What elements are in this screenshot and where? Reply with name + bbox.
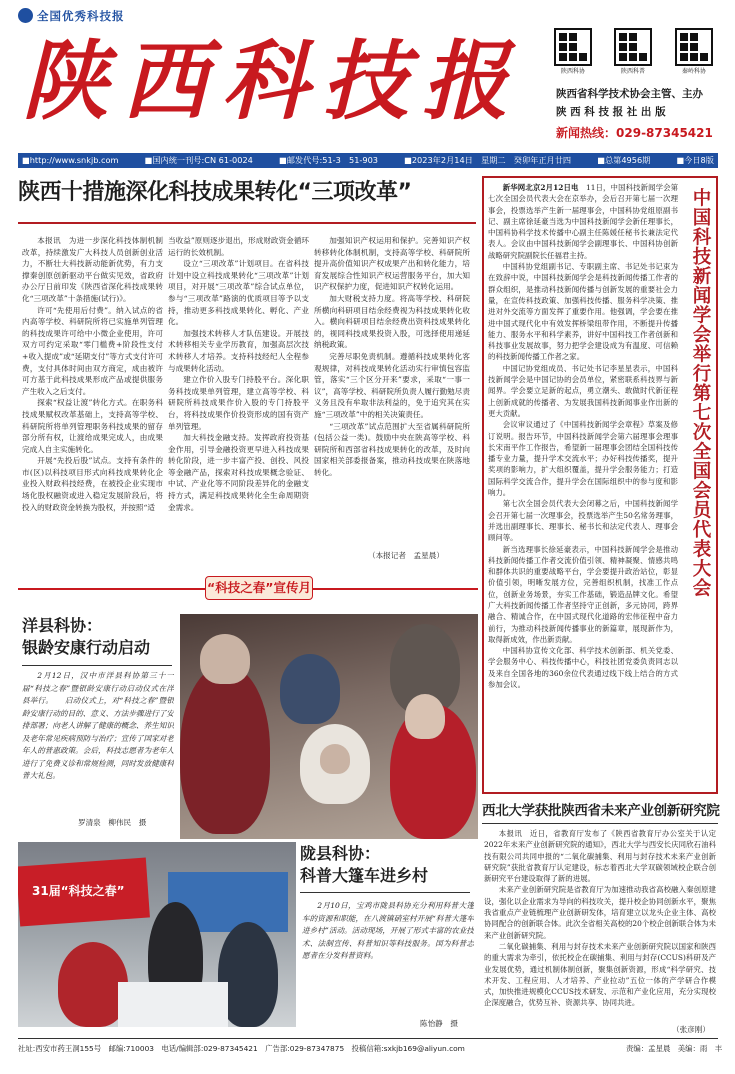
info-pages: ■今日8版 bbox=[676, 155, 714, 165]
side-para: 中国科协党组副书记、专职副主席、书记处书记束为在致辞中说，中国科技新闻学会是科技新闻传播工作者的群众组织，是推动科技新闻传播与创新发展的重要社会力量，在宣传科技政策、加强科技传播、服务科学决策、推进对外交流等方面发挥了重要作用。他强调，学会要在推进中国式现代化中有效发挥桥梁纽带作用，不断提升传播能力、服务水平和科学素养，讲好中国科技工作者创新和科技事业发展故事，努力把学会建设成为有温度、可信赖的科技新闻传播工作者之家。 bbox=[488, 262, 678, 362]
sponsor-line-2: 陕 西 科 技 报 社 出 版 bbox=[556, 106, 666, 118]
lead-headline-underline bbox=[18, 222, 476, 224]
spring-banner-line-right bbox=[310, 588, 478, 590]
side-para: 新当选理事长徐延豪表示，中国科技新闻学会是推动科技新闻传播工作者交流价值引领、精神凝聚、情感共鸣和群体共识的重要战略平台，学会要提升政治站位，彰显价值引领，明晰发展方位，完善组织机制，找准工作点位，创新业务场景，夯实工作基础，锻造品牌文化。希望广大科技新闻传播工作者坚持守正创新，多元协同，跨界融合、精诚合作，在中国式现代化道路的宏伟征程中奋力前行，为推动科技新闻传播事业的新篇章，展现新作为，取得新成效，作出新贡献。 bbox=[488, 544, 678, 644]
nwu-headline: 西北大学获批陕西省未来产业创新研究院 bbox=[482, 803, 720, 819]
qr-code-1[interactable] bbox=[554, 28, 592, 75]
qr-label-2: 陕西科普 bbox=[620, 68, 645, 75]
lead-para: 探索“权益让渡”转化方式。在职务科技成果赋权改革基础上，支持高等学校、科研院所将单列管理职务科技成果的留存部分所有权，让渡给成果完成人，由成果完成人自主实施转化。 bbox=[22, 398, 163, 454]
lead-headline: 陕西十措施深化科技成果转化“三项改革” bbox=[18, 180, 412, 205]
side-dateline: 新华网北京2月12日电 bbox=[502, 183, 579, 192]
lead-para: 加强技术转移人才队伍建设。开展技术转移相关专业学历教育，加强高层次技术转移人才培养。支持科技经纪人全程参与成果转化活动。 bbox=[168, 328, 309, 373]
side-para bbox=[488, 182, 678, 261]
story2-title-rule bbox=[300, 892, 470, 893]
lead-para: 设立“三项改革”计划项目。在省科技计划中设立科技成果转化“三项改革”计划项目，对开展“三项改革”综合试点单位，参与“三项改革”路演的优质项目等予以支持，推动更多科技成果转化、孵化、产业化。 bbox=[168, 259, 309, 327]
spring-banner-line-left bbox=[18, 588, 208, 590]
lead-para: 本报讯 为进一步深化科技体制机制改革，持续激发广大科技人员创新创业活力，不断壮大科技新动能新优势，有力支撑秦创原创新驱动平台做实见效，省政府办公厅日前印发《陕西省深化科技成果转化“三项改革”十条措施(试行)》。 bbox=[22, 236, 163, 303]
info-website[interactable]: ■http://www.snkjb.com bbox=[22, 155, 119, 165]
qr-code-2[interactable] bbox=[614, 28, 652, 75]
side-headline: 中国科技新闻学会举行第七次全国会员代表大会 bbox=[690, 188, 711, 598]
lead-para: 加大科技金融支持。发挥政府投资基金作用，引导金融投资更早进入科技成果转化阶段，进一步丰富产投、创投、风投等金融产品，探索对科技成果概念验证、中试、产业化等不同阶段差异化的金融支持方式，满足科技成果转化全生命周期资金需求。 bbox=[168, 433, 309, 512]
story1-title-rule bbox=[22, 665, 172, 666]
nwu-para: 本报讯 近日，省教育厅发布了《陕西省教育厅办公室关于认定2022年未来产业创新研究院的通知》，西北大学与西安长庆同欣石油科技有限公司共同申报的“二氧化碳捕集、利用与封存技术未来产业创新研究院”获批省教育厅认定建设，标志着西北大学双碳领域校企联合创新研究平台建设取得了新的进展。 bbox=[484, 829, 716, 884]
lead-para: 建立作价入股专门持股平台。深化职务科技成果单列管理，建立高等学校、科研院所科技成果作价入股的专门持股平台，将科技成果作价投资形成的国有资产单列管理。 bbox=[168, 375, 309, 431]
story1-panel bbox=[18, 610, 178, 830]
nwu-headline-rule bbox=[482, 823, 718, 824]
lead-column-2 bbox=[168, 235, 309, 565]
info-postal-code: ■邮发代号:51-3 51-903 bbox=[278, 155, 378, 165]
hotline-label: 新闻热线： bbox=[556, 126, 617, 140]
nwu-para: 未来产业创新研究院是省教育厅为加速推动我省高校融入秦创原建设，强化以企业需求为导向的科技攻关，提升校企协同创新水平，聚焦我省重点产业链梳理产业创新研发体，培育建立以龙头企业主体、高校协同配合的创新联合体。此次全省相关高校的20个校企创新联合体为未来产业创新研究院。 bbox=[484, 885, 716, 940]
info-bar bbox=[18, 153, 718, 168]
side-lead: 11日，中国科技新闻学会第七次全国会员代表大会在京举办，会后召开第七届一次理事会，投票选举产生新一届理事会，中国科协党组原副书记、副主席徐延豪当选为中国科技新闻学会新任理事长，中国科协科学技术传播中心副主任陈媛任秘书长兼法定代表人。会议由中国科技新闻学会副理事长、中国科协创新战略研究院副院长任福君主持。 bbox=[488, 183, 678, 260]
lead-para: 加大财税支持力度。将高等学校、科研院所横向科研项目结余经费视为科技成果转化收入。横向科研项目结余经费出资科技成果转化的，视同科技成果投资入股，可选择使用递延纳税政策。 bbox=[314, 293, 470, 350]
footer-address: 社址:西安市药王洞155号 邮编:710003 电话/编辑部:029-87345421 广告部:029-87347875 投稿信箱:sxkjb169@aliyun.com bbox=[18, 1044, 465, 1053]
nwu-body bbox=[484, 828, 716, 1035]
hotline-number: 029-87345421 bbox=[616, 126, 713, 140]
nwu-para: 二氧化碳捕集、利用与封存技术未来产业创新研究院以国家和陕西的重大需求为牵引，依托校企在碳捕集、利用与封存(CCUS)科研及产业发展优势，通过机制体制创新，聚集创新资源，形成“科学研究、技术开发、工程应用、人才培养、产业拉动”五位一体的产学研合作模式，加快推进规模化CCUS技术研发、示范和产业化应用，充分实现校企深度融合，优势互补、资源共享、协同共进。 bbox=[484, 941, 716, 1008]
story2-byline: 陈怡静 摄 bbox=[420, 1019, 458, 1028]
newspaper-title: 陕西科技报 bbox=[22, 36, 522, 128]
lead-para: 加强知识产权运用和保护。完善知识产权转移转化体制机制，支持高等学校、科研院所提升高价值知识产权成果产出和转化能力，培育发展综合性知识产权运营服务平台，加大知识产权保护力度，促进知识产权转化运用。 bbox=[314, 236, 470, 292]
story1-title-2: 银龄安康行动启动 bbox=[22, 638, 151, 657]
lead-column-3 bbox=[314, 235, 470, 553]
story1-title-1: 洋县科协： bbox=[22, 616, 103, 635]
sponsor-line-1: 陕西省科学技术协会主管、主办 bbox=[556, 88, 703, 100]
story2-panel bbox=[300, 842, 478, 1032]
info-issn: ■国内统一刊号:CN 61-0024 bbox=[144, 155, 253, 165]
side-article-body bbox=[488, 182, 678, 782]
lead-column-1 bbox=[22, 235, 163, 565]
story2-text: 2月10日，宝鸡市陇县科协充分利用科普大篷车的资源和职能，在八渡镇硝室村开展“科普大篷车进乡村”活动。活动现场，开展了形式丰富的农业技术、法制宣传、科普知识等科技服务。国为科普志愿者在分发科普资料。 bbox=[302, 901, 474, 960]
lead-para: 许可“先使用后付费”。纳入试点的省内高等学校、科研院所将已实施单列管理的科技成果许可给中小微企业使用，许可双方可约定采取“零门槛费+阶段性支付+收入提成”或“延期支付”等方式支付许可费，支付具体时间由双方商定，成由被许可方基于此科技成果形成产品或提供服务产生收入之后支付。 bbox=[22, 305, 163, 396]
story1-text: 2月12日，汉中市洋县科协第三十一届“科技之春”暨银龄安康行动启动仪式在洋县举行。 启动仪式上，对“科技之春”暨银龄安康行动的目的、意义、方法步骤进行了安排部署；向老人讲解了健康的概念、养生知识及老年常见疾病预防与治疗；宣传了国家对老年人的普惠政策。会后，科技志愿者为老年人进行了免费义诊和常规检测，同时发放健康科普大礼包。 bbox=[22, 671, 174, 780]
qr-code-3[interactable] bbox=[675, 28, 713, 75]
story2-title-1: 陇县科协： bbox=[300, 844, 381, 863]
qr-label-1: 陕西科协 bbox=[560, 68, 585, 75]
lead-para: 当收益”原则逐步退出，形成财政资金循环运行的长效机制。 bbox=[168, 236, 309, 257]
lead-para: 开展“先投后股”试点。支持有条件的市(区)以科技项目形式向科技成果转化企业投入财政科技经费，在被投企业实现市场化股权融资或进入稳定发展阶段后，将投入的财政资金转换为股权，并按照“适 bbox=[22, 456, 163, 512]
lead-para: “三项改革”试点范围扩大至省属科研院所(包括公益一类)。鼓励中央在陕高等学校、科研院所和西部省科技成果转化的改革，及时向国家相关部委报备案，推动科技成果在陕落地转化。 bbox=[314, 421, 470, 477]
footer-rule bbox=[18, 1038, 718, 1039]
side-para: 会议审议通过了《中国科技新闻学会章程》草案及修订说明。报告环节，中国科技新闻学会第六届理事会理事长宋南平作工作报告，希望新一届理事会团结全国科技传播专业力量，提升学术交流水平；办好科技传播奖，提升奖项的影响力，扩大组织覆盖，提升学会服务能力；打造国际科学交流合作，提升学会在国际组织中的参与度和影响力。 bbox=[488, 420, 678, 498]
info-date: ■2023年2月14日 星期二 癸卯年正月廿四 bbox=[404, 155, 572, 165]
footer-editors: 责编：孟星晨 美编：雨 丰 bbox=[626, 1044, 723, 1053]
nwu-byline: （张彦刚） bbox=[672, 1025, 710, 1034]
award-label: 全国优秀科技报 bbox=[37, 9, 125, 23]
info-issue: ■总第4956期 bbox=[597, 155, 651, 165]
side-para: 第七次全国会员代表大会闭幕之后，中国科技新闻学会召开第七届一次理事会，投票选举产生50名常务理事，并选出副理事长、理事长、秘书长和法定代表人、理事会顾问等。 bbox=[488, 499, 678, 543]
award-logo-icon bbox=[18, 8, 33, 23]
photo-longxian-caravan bbox=[18, 842, 296, 1027]
story1-byline: 罗清泉 柳伟民 摄 bbox=[78, 818, 147, 827]
spring-banner: “科技之春”宣传月 bbox=[205, 576, 313, 600]
hotline bbox=[556, 124, 713, 141]
side-para: 中国科协宣传文化部、科学技术创新部、机关党委、学会服务中心、科技传播中心，科技社团党委负责同志以及来自全国各地的360余位代表通过线下线上结合的方式参加会议。 bbox=[488, 646, 678, 690]
masthead bbox=[0, 0, 735, 152]
story2-title-2: 科普大篷车进乡村 bbox=[300, 866, 429, 885]
photo-banner-text: 31届“科技之春” bbox=[32, 884, 125, 898]
lead-byline: （本报记者 孟星晨） bbox=[368, 551, 444, 560]
side-para: 中国记协党组成员、书记处书记李星星表示，中国科技新闻学会是中国记协的会员单位，紧密联系科技界与新闻界。学会要立足新的起点，勇立潮头、敢做时代新征程上创新成就的传播者、为发展我国科技新闻事业作出新的更大贡献。 bbox=[488, 363, 678, 418]
lead-para: 完善尽职免责机制。遵循科技成果转化客观规律，对科技成果转化活动实行审慎包容监管，落实“三个区分开来”要求，采取“一事一议”，高等学校、科研院所负责人履行勤勉尽责义务且没有牟取非法利益的，免于追究其在实施“三项改革”中的相关决策责任。 bbox=[314, 351, 470, 419]
photo-yangxian-clinic bbox=[180, 614, 478, 839]
qr-label-3: 秦岭科协 bbox=[681, 68, 706, 75]
